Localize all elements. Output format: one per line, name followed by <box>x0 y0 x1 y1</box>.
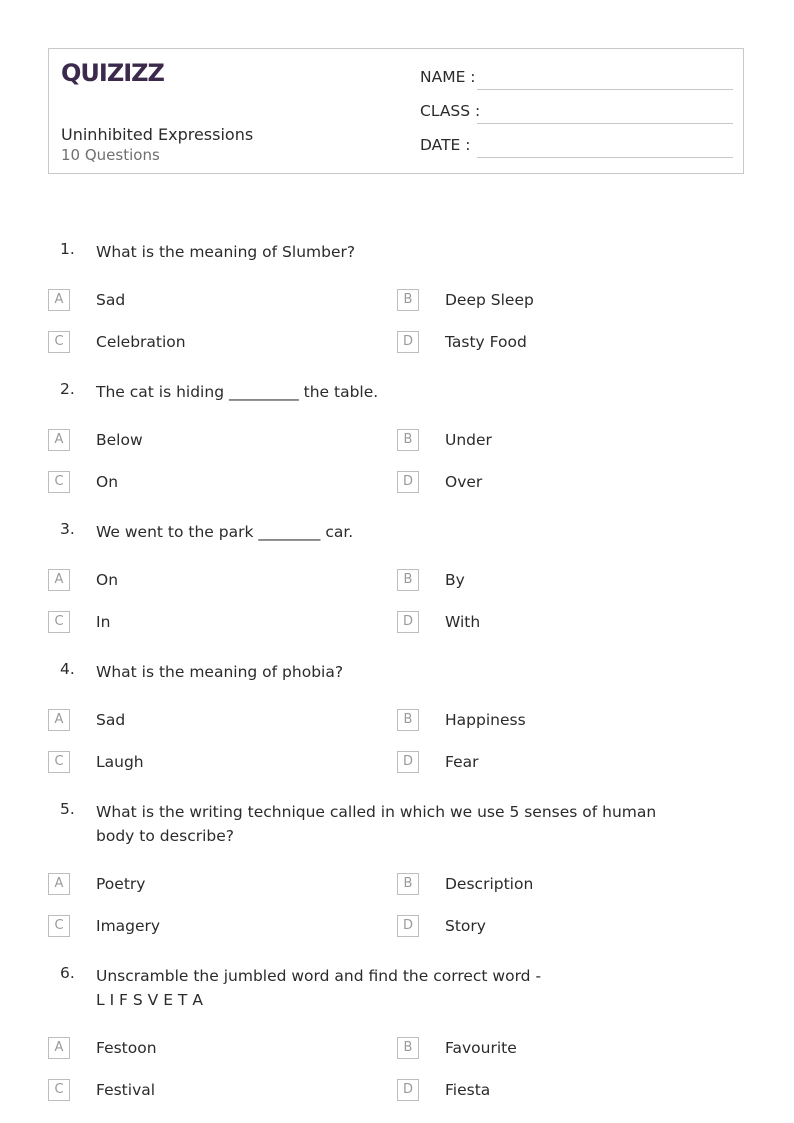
option-text: Happiness <box>445 711 526 729</box>
question-number: 6. <box>60 964 75 982</box>
question-count: 10 Questions <box>61 146 160 164</box>
option-d[interactable] <box>397 1079 717 1103</box>
question-text: What is the meaning of Slumber? <box>96 243 356 261</box>
option-letter-box: D <box>397 751 419 773</box>
option-text: Over <box>445 473 483 491</box>
option-a[interactable] <box>48 569 368 593</box>
option-d[interactable] <box>397 915 717 939</box>
option-letter-box: A <box>48 569 70 591</box>
question-number: 1. <box>60 240 75 258</box>
option-letter-box: A <box>48 709 70 731</box>
worksheet-header <box>48 48 744 174</box>
question-number: 2. <box>60 380 75 398</box>
question-text: Unscramble the jumbled word and find the correct word - L I F S V E T A <box>96 967 542 1009</box>
option-a[interactable] <box>48 709 368 733</box>
date-label: DATE : <box>420 136 471 154</box>
option-text: Festoon <box>96 1039 157 1057</box>
option-c[interactable] <box>48 751 368 775</box>
option-text: Fiesta <box>445 1081 491 1099</box>
option-text: Tasty Food <box>445 333 527 351</box>
option-letter-box: A <box>48 429 70 451</box>
option-text: Sad <box>96 711 126 729</box>
class-field[interactable] <box>477 123 733 124</box>
option-d[interactable] <box>397 471 717 495</box>
option-c[interactable] <box>48 611 368 635</box>
option-letter-box: C <box>48 751 70 773</box>
option-letter-box: C <box>48 915 70 937</box>
option-d[interactable] <box>397 331 717 355</box>
option-c[interactable] <box>48 915 368 939</box>
option-text: Favourite <box>445 1039 517 1057</box>
class-label: CLASS : <box>420 102 481 120</box>
question-number: 4. <box>60 660 75 678</box>
option-text: Below <box>96 431 143 449</box>
option-letter-box: C <box>48 471 70 493</box>
option-letter-box: D <box>397 611 419 633</box>
quizizz-logo: QUIZIZZ <box>61 59 164 87</box>
option-b[interactable] <box>397 289 717 313</box>
option-letter-box: D <box>397 1079 419 1101</box>
option-letter-box: A <box>48 873 70 895</box>
question-text: What is the writing technique called in which we use 5 senses of human body to describe? <box>96 803 657 845</box>
option-c[interactable] <box>48 471 368 495</box>
option-text: Under <box>445 431 492 449</box>
option-b[interactable] <box>397 429 717 453</box>
option-letter-box: D <box>397 915 419 937</box>
question-text: What is the meaning of phobia? <box>96 663 344 681</box>
option-text: Story <box>445 917 486 935</box>
option-letter-box: B <box>397 709 419 731</box>
option-text: With <box>445 613 481 631</box>
option-letter-box: A <box>48 289 70 311</box>
option-text: Laugh <box>96 753 144 771</box>
option-letter-box: C <box>48 611 70 633</box>
option-d[interactable] <box>397 611 717 635</box>
option-text: On <box>96 473 119 491</box>
option-letter-box: C <box>48 331 70 353</box>
option-a[interactable] <box>48 1037 368 1061</box>
option-letter-box: D <box>397 331 419 353</box>
option-text: Festival <box>96 1081 156 1099</box>
name-field[interactable] <box>477 89 733 90</box>
option-letter-box: B <box>397 873 419 895</box>
option-c[interactable] <box>48 331 368 355</box>
option-b[interactable] <box>397 873 717 897</box>
option-letter-box: C <box>48 1079 70 1101</box>
option-text: Deep Sleep <box>445 291 534 309</box>
option-text: In <box>96 613 111 631</box>
option-c[interactable] <box>48 1079 368 1103</box>
question-number: 5. <box>60 800 75 818</box>
option-text: Fear <box>445 753 479 771</box>
option-d[interactable] <box>397 751 717 775</box>
option-text: Description <box>445 875 534 893</box>
option-a[interactable] <box>48 429 368 453</box>
option-text: By <box>445 571 465 589</box>
option-letter-box: B <box>397 429 419 451</box>
option-letter-box: B <box>397 1037 419 1059</box>
option-a[interactable] <box>48 873 368 897</box>
option-text: Celebration <box>96 333 186 351</box>
question-number: 3. <box>60 520 75 538</box>
question-text: The cat is hiding _________ the table. <box>96 383 379 401</box>
worksheet-title: Uninhibited Expressions <box>61 125 254 144</box>
option-letter-box: A <box>48 1037 70 1059</box>
option-b[interactable] <box>397 709 717 733</box>
option-b[interactable] <box>397 1037 717 1061</box>
option-b[interactable] <box>397 569 717 593</box>
name-label: NAME : <box>420 68 476 86</box>
question-text: We went to the park ________ car. <box>96 523 354 541</box>
option-text: Sad <box>96 291 126 309</box>
option-text: Poetry <box>96 875 146 893</box>
option-letter-box: B <box>397 289 419 311</box>
date-field[interactable] <box>477 157 733 158</box>
option-text: Imagery <box>96 917 161 935</box>
option-letter-box: D <box>397 471 419 493</box>
option-a[interactable] <box>48 289 368 313</box>
option-letter-box: B <box>397 569 419 591</box>
option-text: On <box>96 571 119 589</box>
